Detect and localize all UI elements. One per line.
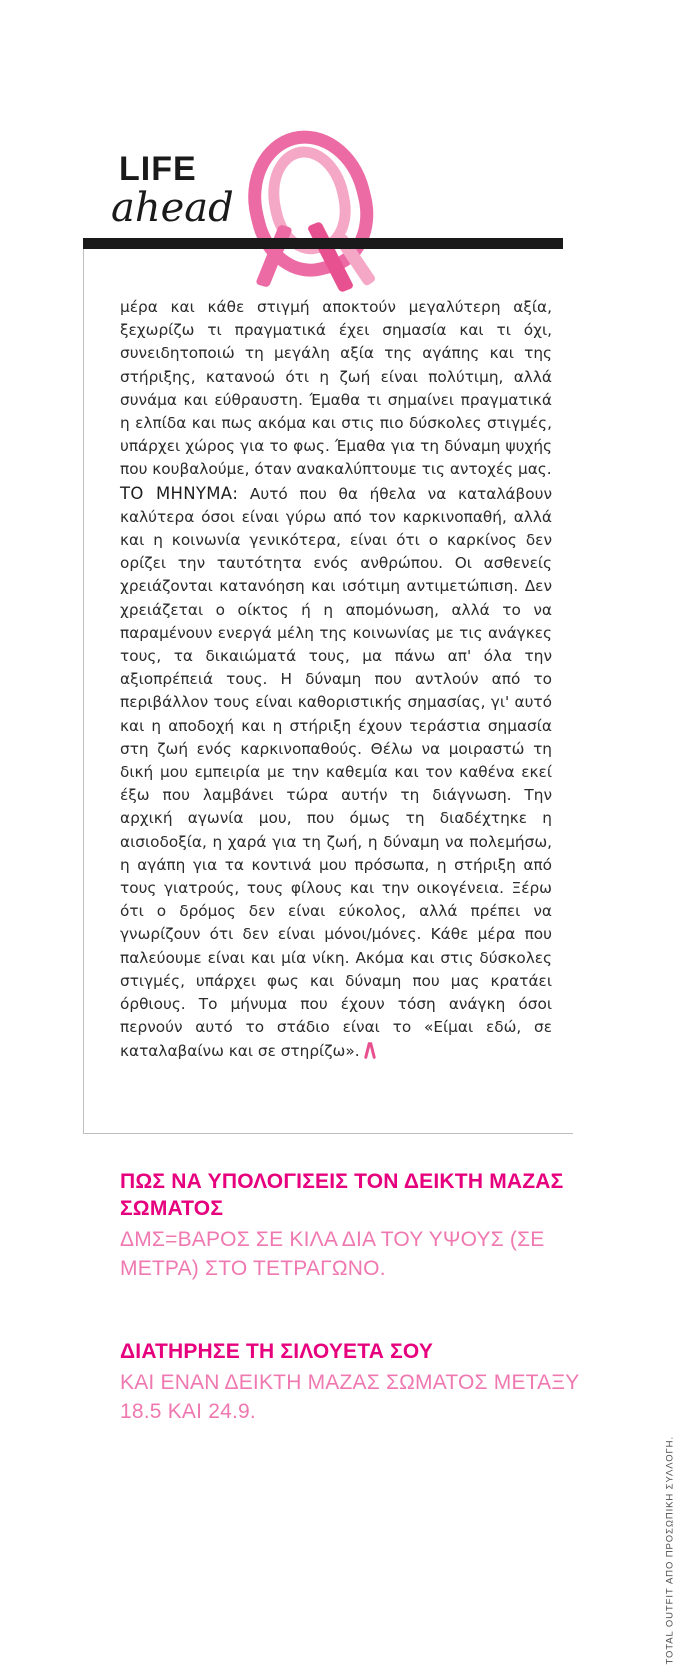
info-block-silhouette <box>120 1338 580 1426</box>
info-block-bmi-subtext: ΔΜΣ=ΒΑΡΟΣ ΣΕ ΚΙΛΑ ΔΙΑ ΤΟΥ ΥΨΟΥΣ (ΣΕ ΜΕΤΡΑ) ΣΤΟ ΤΕΤΡΑΓΩΝΟ. <box>120 1228 545 1280</box>
article-paragraph-1: μέρα και κάθε στιγμή αποκτούν μεγαλύτερη αξία, ξεχωρίζω τι πραγματικά έχει σημασία και τι όχι, συνειδητοποιώ τη μεγάλη αξία της αγάπης και της στήριξης, κατανοώ ότι η ζωή είναι πολύτιμη, αλλά συνάμα και εύθραυστη. Έμαθα τι σημαίνει πραγματικά η ελπίδα και πως ακόμα και στις πιο δύσκολες στιγμές, υπάρχει χώρος για το φως. Έμαθα για τη δύναμη ψυχής που κουβαλούμε, όταν ανακαλύπτουμε τις αντοχές μας. <box>120 298 552 479</box>
logo-life-text: LIFE <box>119 150 197 188</box>
article-body <box>120 296 552 1063</box>
info-block-bmi-heading: ΠΩΣ ΝΑ ΥΠΟΛΟΓΙΣΕΙΣ ΤΟΝ ΔΕΙΚΤΗ ΜΑΖΑΣ ΣΩΜΑΤΟΣ <box>120 1170 564 1220</box>
info-block-silhouette-heading: ΔΙΑΤΗΡΗΣΕ ΤΗ ΣΙΛΟΥΕΤΑ ΣΟΥ <box>120 1340 434 1363</box>
article-paragraph-2 <box>120 482 552 1063</box>
article-paragraph-2-text: Αυτό που θα ήθελα να καταλάβουν καλύτερα όσοι είναι γύρω από τον καρκινοπαθή, αλλά και η κοινωνία γενικότερα, είναι ότι ο καρκίνος δεν ορίζει την ταυτότητα ενός ανθρώπου. Οι ασθενείς χρειάζονται κατανόηση και ισότιμη αντιμετώπιση. Δεν χρειάζεται ο οίκτος ή η απομόνωση, αλλά το να παραμένουν ενεργά μέλη της κοινωνίας με τις ανάγκες τους, τα δικαιώματά τους, μα πάνω απ' όλα την αξιοπρέπειά τους. Η δύναμη που αντλούν από το περιβάλλον τους είναι καθοριστικής σημασίας, γι' αυτό και η αποδοχή και η στήριξη έχουν τεράστια σημασία στη ζωή ενός καρκινοπαθούς. Θέλω να μοιραστώ τη δική μου εμπειρία με την καθεμία και τον καθένα εκεί έξω που λαμβάνει τώρα αυτήν τη διάγνωση. Την αρχική αγωνία μου, που όμως τη διαδέχτηκε η αισιοδοξία, η χαρά για τη ζωή, η δύναμη να πολεμήσω, η αγάπη για τα κοντινά μου πρόσωπα, η στήριξη από τους γιατρούς, τους φίλους και την οικογένεια. Ξέρω ότι ο δρόμος δεν είναι εύκολος, αλλά πρέπει να γνωρίζουν ότι δεν είναι μόνοι/μόνες. Κάθε μέρα που παλεύουμε είναι και μία νίκη. Ακόμα και στις δύσκολες στιγμές, υπάρχει φως και δύναμη που μας κρατάει όρθιους. Το μήνυμα που έχουν τόση ανάγκη όσοι περνούν αυτό το στάδιο είναι το «Είμαι εδώ, σε καταλαβαίνω και σε στηρίζω». <box>120 484 552 1060</box>
masthead <box>83 128 573 258</box>
column-divider-rule <box>83 243 84 1133</box>
article-lead-label: ΤΟ ΜΗΝΥΜΑ: <box>120 483 239 503</box>
bottom-divider-rule <box>83 1133 573 1134</box>
masthead-black-bar <box>83 238 563 249</box>
photo-credit: TOTAL OUTFIT ΑΠΟ ΠΡΟΣΩΠΙΚΗ ΣΥΛΛΟΓΗ. <box>665 1436 676 1665</box>
info-block-bmi <box>120 1168 580 1283</box>
info-block-silhouette-subtext: ΚΑΙ ΕΝΑΝ ΔΕΙΚΤΗ ΜΑΖΑΣ ΣΩΜΑΤΟΣ ΜΕΤΑΞΥ 18.5 ΚΑΙ 24.9. <box>120 1371 580 1423</box>
logo-ahead-text: ahead <box>111 185 234 231</box>
pink-awareness-ribbon-icon <box>231 128 431 288</box>
small-pink-ribbon-icon <box>365 1042 374 1059</box>
